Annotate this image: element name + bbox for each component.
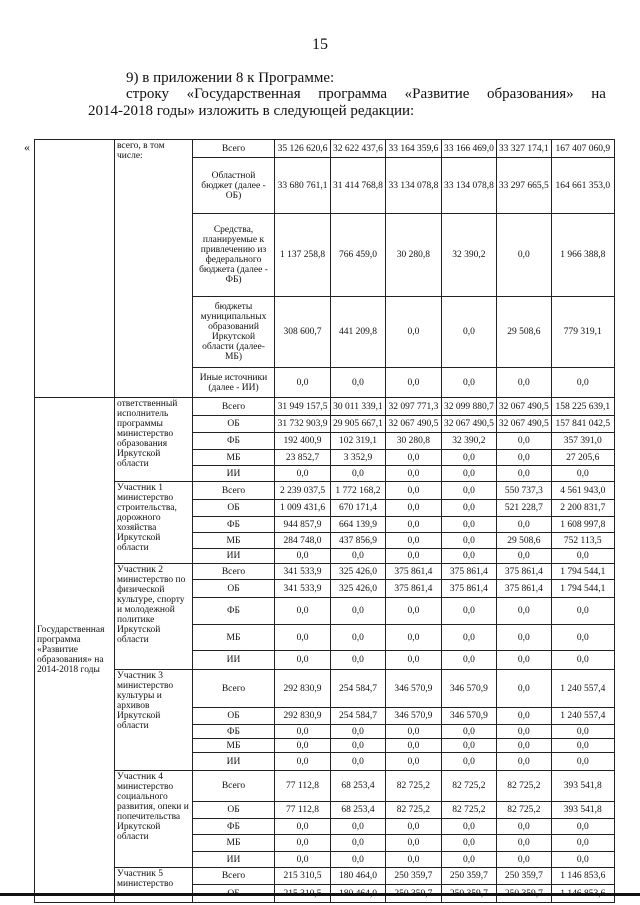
value-cell: 192 400,9 [275,433,331,450]
value-cell: 0,0 [496,819,551,835]
table-row [35,140,615,158]
value-cell: 0,0 [385,651,441,670]
value-cell: 254 584,7 [331,708,386,725]
value-cell: 0,0 [441,739,496,753]
value-cell: 441 209,8 [331,297,386,368]
value-cell: 0,0 [385,297,441,368]
financing-table [34,139,615,903]
value-cell: 77 112,8 [275,771,331,802]
value-cell: 1 240 557,4 [551,708,614,725]
value-cell: 35 126 620,6 [275,140,331,158]
value-cell: 82 725,2 [496,771,551,802]
value-cell: 32 067 490,5 [496,398,551,416]
value-cell: 0,0 [385,466,441,482]
value-cell: 82 725,2 [441,802,496,819]
source-label: ОБ [193,580,275,598]
value-cell: 30 011 339,1 [331,398,386,416]
value-cell: 250 359,7 [385,868,441,885]
value-cell: 0,0 [496,433,551,450]
intro-word: на [591,86,606,102]
value-cell: 0,0 [496,670,551,708]
value-cell: 0,0 [551,852,614,868]
value-cell: 0,0 [385,725,441,739]
value-cell: 0,0 [496,708,551,725]
value-cell: 0,0 [275,368,331,398]
value-cell: 2 239 037,5 [275,482,331,500]
value-cell: 0,0 [275,852,331,868]
intro-word: строку [126,86,169,102]
participant-label: Участник 5 министерство [115,868,193,903]
value-cell: 33 166 469,0 [441,140,496,158]
total-label: всего, в том числе: [115,140,193,398]
value-cell: 164 661 353,0 [551,158,614,214]
value-cell: 0,0 [441,368,496,398]
value-cell: 0,0 [275,549,331,564]
value-cell: 0,0 [496,651,551,670]
value-cell: 357 391,0 [551,433,614,450]
value-cell: 0,0 [496,753,551,771]
value-cell: 0,0 [551,725,614,739]
participant-label: Участник 1 министерство строительства, дорожного хозяйства Иркутской области [115,482,193,564]
value-cell: 158 225 639,1 [551,398,614,416]
value-cell: 0,0 [385,835,441,852]
value-cell: 0,0 [441,466,496,482]
value-cell: 1 794 544,1 [551,580,614,598]
value-cell: 0,0 [551,651,614,670]
value-cell: 33 680 761,1 [275,158,331,214]
source-label: Всего [193,398,275,416]
value-cell: 0,0 [551,753,614,771]
source-label: Всего [193,482,275,500]
value-cell: 0,0 [496,549,551,564]
source-label: Иные источники (далее - ИИ) [193,368,275,398]
value-cell: 325 426,0 [331,564,386,580]
value-cell: 1 146 853,6 [551,868,614,885]
source-label: ОБ [193,416,275,433]
source-label: ФБ [193,725,275,739]
value-cell: 215 310,5 [275,868,331,885]
source-label: ИИ [193,549,275,564]
value-cell: 2 200 831,7 [551,500,614,517]
table-row [35,868,615,885]
source-label: МБ [193,625,275,651]
value-cell: 32 067 490,5 [441,416,496,433]
value-cell: 0,0 [551,368,614,398]
value-cell: 0,0 [331,368,386,398]
source-label: Всего [193,670,275,708]
value-cell: 670 171,4 [331,500,386,517]
value-cell: 254 584,7 [331,670,386,708]
value-cell: 31 949 157,5 [275,398,331,416]
value-cell: 0,0 [551,598,614,625]
source-label: ИИ [193,852,275,868]
source-label: Всего [193,564,275,580]
value-cell: 82 725,2 [441,771,496,802]
value-cell: 375 861,4 [385,580,441,598]
value-cell: 0,0 [441,517,496,533]
value-cell: 3 352,9 [331,450,386,466]
value-cell: 292 830,9 [275,670,331,708]
value-cell: 1 009 431,6 [275,500,331,517]
value-cell: 82 725,2 [385,802,441,819]
value-cell: 0,0 [496,598,551,625]
value-cell: 0,0 [331,598,386,625]
value-cell: 23 852,7 [275,450,331,466]
intro-line-2 [126,86,606,103]
table-row [35,398,615,416]
value-cell: 27 205,6 [551,450,614,466]
value-cell: 393 541,8 [551,771,614,802]
value-cell: 0,0 [275,739,331,753]
value-cell: 752 113,5 [551,533,614,549]
source-label: МБ [193,835,275,852]
value-cell: 308 600,7 [275,297,331,368]
value-cell: 0,0 [385,753,441,771]
value-cell: 375 861,4 [496,580,551,598]
value-cell: 0,0 [441,549,496,564]
source-label: ФБ [193,433,275,450]
source-label: Средства, планируемые к привлечению из федерального бюджета (далее - ФБ) [193,214,275,297]
value-cell: 0,0 [551,739,614,753]
value-cell: 0,0 [441,725,496,739]
value-cell: 0,0 [385,549,441,564]
value-cell: 167 407 060,9 [551,140,614,158]
value-cell: 0,0 [496,852,551,868]
value-cell: 0,0 [385,533,441,549]
value-cell: 31 414 768,8 [331,158,386,214]
value-cell: 0,0 [385,625,441,651]
source-label: ФБ [193,517,275,533]
value-cell: 375 861,4 [385,564,441,580]
value-cell: 0,0 [441,482,496,500]
value-cell: 0,0 [496,739,551,753]
value-cell: 0,0 [331,819,386,835]
value-cell: 0,0 [385,450,441,466]
value-cell: 346 570,9 [441,708,496,725]
value-cell: 284 748,0 [275,533,331,549]
value-cell: 0,0 [385,739,441,753]
value-cell: 1 772 168,2 [331,482,386,500]
value-cell: 82 725,2 [385,771,441,802]
source-label: ОБ [193,802,275,819]
value-cell: 82 725,2 [496,802,551,819]
value-cell: 250 359,7 [441,868,496,885]
page-bottom-rule [0,893,640,896]
table-row [35,771,615,802]
value-cell: 346 570,9 [441,670,496,708]
value-cell: 0,0 [441,835,496,852]
value-cell: 437 856,9 [331,533,386,549]
value-cell: 0,0 [275,819,331,835]
value-cell: 32 390,2 [441,214,496,297]
value-cell: 1 966 388,8 [551,214,614,297]
value-cell: 0,0 [551,835,614,852]
value-cell: 157 841 042,5 [551,416,614,433]
value-cell: 0,0 [385,500,441,517]
value-cell: 1 794 544,1 [551,564,614,580]
value-cell: 0,0 [385,819,441,835]
value-cell: 29 905 667,1 [331,416,386,433]
value-cell: 0,0 [275,835,331,852]
value-cell: 33 164 359,6 [385,140,441,158]
value-cell: 766 459,0 [331,214,386,297]
program-empty-cell [35,140,115,398]
value-cell: 0,0 [385,598,441,625]
value-cell: 0,0 [275,598,331,625]
source-label: Областной бюджет (далее - ОБ) [193,158,275,214]
value-cell: 779 319,1 [551,297,614,368]
source-label: бюджеты муниципальных образований Иркутской области (далее- МБ) [193,297,275,368]
value-cell: 0,0 [331,466,386,482]
value-cell: 30 280,8 [385,214,441,297]
value-cell: 0,0 [496,450,551,466]
value-cell: 180 464,0 [331,868,386,885]
value-cell: 1 137 258,8 [275,214,331,297]
value-cell: 375 861,4 [441,580,496,598]
value-cell: 341 533,9 [275,564,331,580]
value-cell: 0,0 [385,517,441,533]
value-cell: 944 857,9 [275,517,331,533]
value-cell: 250 359,7 [496,868,551,885]
source-label: МБ [193,739,275,753]
source-label: ИИ [193,753,275,771]
value-cell: 32 390,2 [441,433,496,450]
value-cell: 0,0 [496,466,551,482]
value-cell: 32 622 437,6 [331,140,386,158]
value-cell: 77 112,8 [275,802,331,819]
source-label: МБ [193,533,275,549]
value-cell: 29 508,6 [496,533,551,549]
program-name: Государственная программа «Развитие образования» на 2014-2018 годы [35,398,115,903]
value-cell: 375 861,4 [496,564,551,580]
value-cell: 0,0 [331,835,386,852]
value-cell: 0,0 [331,739,386,753]
source-label: ФБ [193,819,275,835]
opening-quote-mark: « [24,140,30,154]
value-cell: 0,0 [441,651,496,670]
value-cell: 0,0 [441,297,496,368]
value-cell: 32 067 490,5 [496,416,551,433]
value-cell: 0,0 [496,214,551,297]
page-number: 15 [312,36,328,53]
value-cell: 30 280,8 [385,433,441,450]
value-cell: 0,0 [496,725,551,739]
value-cell: 0,0 [331,549,386,564]
value-cell: 32 067 490,5 [385,416,441,433]
intro-word: «Развитие [404,86,470,102]
value-cell: 0,0 [441,852,496,868]
value-cell: 0,0 [441,819,496,835]
value-cell: 325 426,0 [331,580,386,598]
participant-label: Участник 2 министерство по физической культуре, спорту и молодежной политике Иркутской области [115,564,193,670]
value-cell: 32 097 771,3 [385,398,441,416]
value-cell: 0,0 [275,725,331,739]
value-cell: 0,0 [441,450,496,466]
source-label: ИИ [193,466,275,482]
participant-label: Участник 3 министерство культуры и архивов Иркутской области [115,670,193,771]
value-cell: 0,0 [275,466,331,482]
value-cell: 0,0 [331,651,386,670]
value-cell: 0,0 [551,819,614,835]
value-cell: 664 139,9 [331,517,386,533]
table-row [35,564,615,580]
participant-label: ответственный исполнитель программы министерство образования Иркутской области [115,398,193,482]
value-cell: 0,0 [496,517,551,533]
value-cell: 1 240 557,4 [551,670,614,708]
value-cell: 341 533,9 [275,580,331,598]
value-cell: 292 830,9 [275,708,331,725]
value-cell: 0,0 [275,651,331,670]
value-cell: 33 327 174,1 [496,140,551,158]
value-cell: 0,0 [551,625,614,651]
value-cell: 0,0 [275,753,331,771]
value-cell: 29 508,6 [496,297,551,368]
value-cell: 0,0 [441,625,496,651]
value-cell: 31 732 903,9 [275,416,331,433]
value-cell: 1 608 997,8 [551,517,614,533]
value-cell: 346 570,9 [385,670,441,708]
value-cell: 0,0 [331,625,386,651]
value-cell: 0,0 [441,500,496,517]
value-cell: 0,0 [385,482,441,500]
value-cell: 33 297 665,5 [496,158,551,214]
table-row [35,482,615,500]
value-cell: 393 541,8 [551,802,614,819]
intro-word: «Государственная [186,86,301,102]
table-row [35,670,615,708]
value-cell: 4 561 943,0 [551,482,614,500]
source-label: МБ [193,450,275,466]
value-cell: 0,0 [496,625,551,651]
value-cell: 0,0 [331,852,386,868]
value-cell: 346 570,9 [385,708,441,725]
source-label: ОБ [193,500,275,517]
intro-line-3: 2014-2018 годы» изложить в следующей редакции: [88,103,415,119]
value-cell: 375 861,4 [441,564,496,580]
value-cell: 32 099 880,7 [441,398,496,416]
source-label: Всего [193,868,275,885]
value-cell: 0,0 [441,598,496,625]
value-cell: 0,0 [551,549,614,564]
source-label: Всего [193,140,275,158]
value-cell: 33 134 078,8 [385,158,441,214]
value-cell: 0,0 [385,368,441,398]
value-cell: 0,0 [275,625,331,651]
source-label: Всего [193,771,275,802]
value-cell: 68 253,4 [331,802,386,819]
value-cell: 0,0 [385,852,441,868]
source-label: ОБ [193,708,275,725]
value-cell: 0,0 [331,725,386,739]
source-label: ИИ [193,651,275,670]
value-cell: 0,0 [496,368,551,398]
intro-word: программа [318,86,388,102]
participant-label: Участник 4 министерство социального развития, опеки и попечительства Иркутской области [115,771,193,868]
value-cell: 68 253,4 [331,771,386,802]
value-cell: 0,0 [496,835,551,852]
value-cell: 33 134 078,8 [441,158,496,214]
source-label: ФБ [193,598,275,625]
value-cell: 0,0 [441,753,496,771]
value-cell: 102 319,1 [331,433,386,450]
value-cell: 550 737,3 [496,482,551,500]
value-cell: 0,0 [441,533,496,549]
value-cell: 0,0 [331,753,386,771]
intro-word: образования» [487,86,574,102]
intro-line-1: 9) в приложении 8 к Программе: [126,70,335,86]
value-cell: 0,0 [551,466,614,482]
value-cell: 521 228,7 [496,500,551,517]
